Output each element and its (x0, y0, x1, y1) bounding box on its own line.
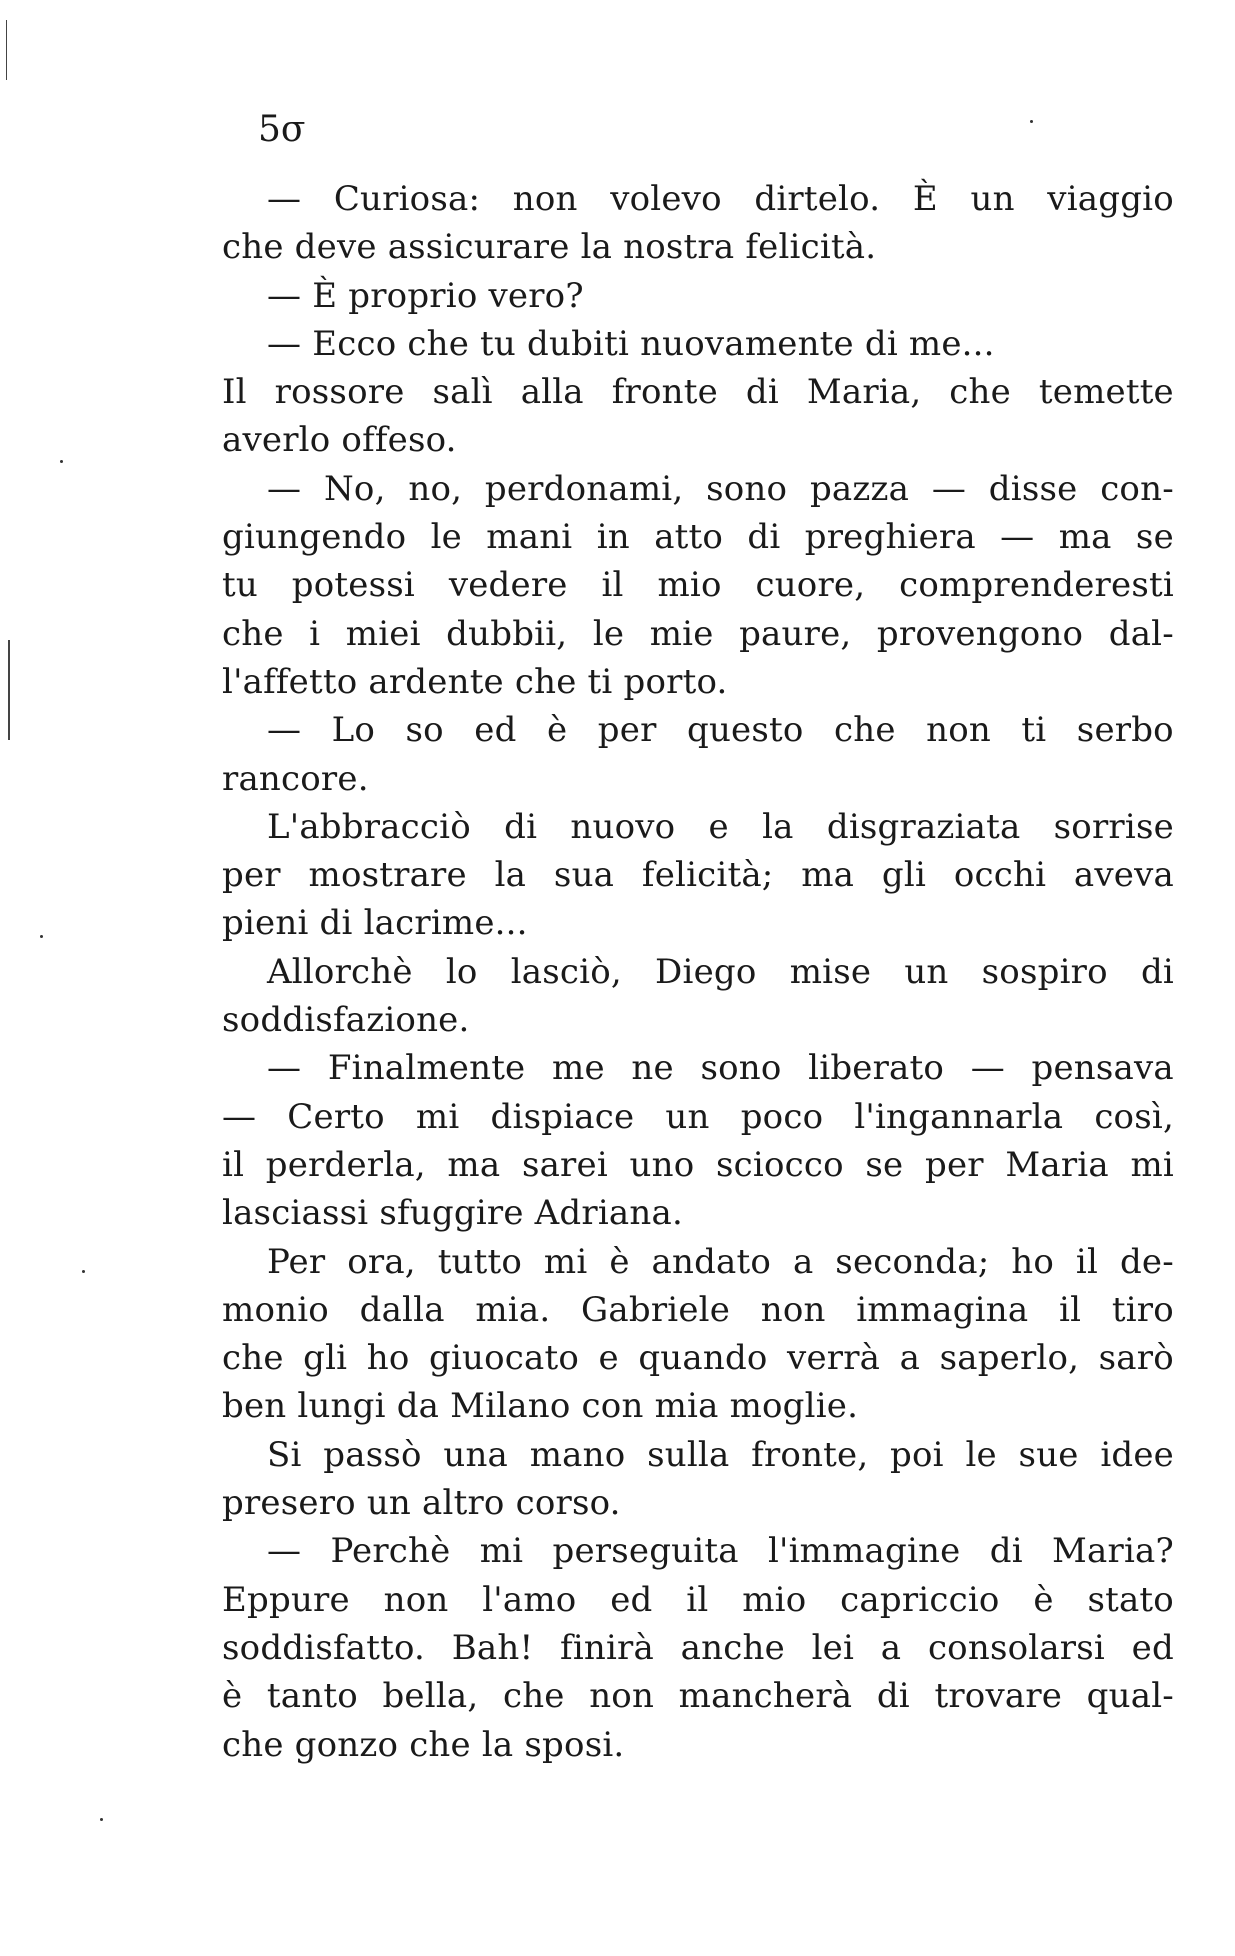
word: mancherà (678, 1676, 853, 1717)
word: di (989, 1531, 1023, 1572)
word: pazza (809, 468, 910, 509)
word: dal- (1108, 613, 1174, 654)
word: mi (543, 1241, 588, 1282)
word: di (747, 517, 781, 558)
scan-speck (1030, 120, 1033, 123)
word: lo (445, 951, 478, 992)
word: il (686, 1579, 709, 1620)
word: — (931, 468, 967, 509)
word: trovare (934, 1676, 1063, 1717)
text-line (222, 1576, 1174, 1624)
word: ma (801, 855, 855, 896)
word: tanto (266, 1676, 358, 1717)
scan-speck (60, 460, 63, 463)
word: che (949, 372, 1011, 413)
word: sulla (647, 1434, 730, 1475)
word: monio (222, 1289, 329, 1330)
word: salì (432, 372, 493, 413)
word: un (665, 1096, 710, 1137)
word: per (925, 1144, 984, 1185)
text-line (222, 899, 1174, 947)
word: idee (1100, 1434, 1174, 1475)
scan-speck (40, 935, 43, 938)
word: temette (1038, 372, 1174, 413)
text-line (222, 706, 1174, 754)
text-line (222, 1334, 1174, 1382)
line-text: lasciassi sfuggire Adriana. (222, 1193, 683, 1234)
word: Certo (287, 1096, 385, 1137)
word: L'abbracciò (267, 806, 471, 847)
word: serbo (1076, 710, 1174, 751)
word: seconda; (835, 1241, 990, 1282)
word: mi (479, 1531, 524, 1572)
word: atto (654, 517, 724, 558)
word: finirà (560, 1627, 654, 1668)
word: le (430, 517, 462, 558)
line-text: pieni di lacrime... (222, 903, 528, 944)
word: ora, (347, 1241, 416, 1282)
word: Curiosa: (333, 179, 481, 219)
line-text: che gonzo che la sposi. (222, 1724, 625, 1765)
word: dispiace (490, 1096, 635, 1137)
word: perseguita (552, 1531, 739, 1572)
word: dubbii, (446, 613, 568, 654)
word: capriccio (840, 1579, 1000, 1620)
word: giuocato (428, 1338, 580, 1379)
line-text: presero un altro corso. (222, 1483, 621, 1524)
word: — (267, 1531, 302, 1572)
word: aveva (1073, 855, 1174, 896)
text-line (222, 320, 1174, 368)
text-line (222, 1527, 1174, 1575)
text-line (222, 513, 1174, 561)
line-text: — È proprio vero? (267, 275, 584, 316)
word: ed (1131, 1627, 1174, 1668)
word: Per (267, 1241, 326, 1282)
word: verrà (787, 1338, 881, 1379)
word: so (405, 710, 444, 751)
word: Eppure (222, 1579, 350, 1620)
word: ma (1058, 517, 1112, 558)
word: cuore, (755, 565, 866, 606)
word: — (267, 1048, 302, 1089)
word: Perchè (330, 1531, 451, 1572)
body-text (222, 175, 1174, 1769)
word: rossore (274, 372, 405, 413)
word: — (267, 468, 302, 509)
text-line (222, 803, 1174, 851)
scan-edge-mark (6, 20, 7, 80)
word: disgraziata (826, 806, 1021, 847)
word: sarò (1098, 1338, 1174, 1379)
word: l'immagine (767, 1531, 961, 1572)
word: un (904, 951, 949, 992)
word: di (1140, 951, 1174, 992)
text-line (222, 1189, 1174, 1237)
word: uno (629, 1144, 695, 1185)
word: — (222, 1096, 257, 1137)
word: fronte (611, 372, 718, 413)
word: saperlo, (939, 1338, 1080, 1379)
word: sue (1018, 1434, 1079, 1475)
word: sono (706, 468, 788, 509)
word: Il (222, 372, 247, 413)
text-line (222, 948, 1174, 996)
word: disse (988, 468, 1078, 509)
word: Gabriele (581, 1289, 731, 1330)
line-text: ben lungi da Milano con mia moglie. (222, 1386, 859, 1427)
word: la (494, 855, 527, 896)
word: mie (649, 613, 714, 654)
word: perdonami, (484, 468, 684, 509)
word: non (512, 179, 578, 219)
word: Diego (655, 951, 757, 992)
text-line (222, 1672, 1174, 1720)
word: occhi (953, 855, 1047, 896)
word: non (383, 1579, 449, 1620)
word: Maria, (806, 372, 922, 413)
word: soddisfatto. (222, 1627, 426, 1668)
scan-speck (82, 1270, 85, 1273)
word: mi (415, 1096, 460, 1137)
word: sarei (521, 1144, 608, 1185)
word: dirtelo. (754, 179, 881, 219)
text-line (222, 851, 1174, 899)
word: quando (638, 1338, 768, 1379)
text-line (222, 610, 1174, 658)
word: e (708, 806, 729, 847)
word: Si (267, 1434, 302, 1475)
word: che (502, 1676, 565, 1717)
word: passò (323, 1434, 422, 1475)
word: se (1135, 517, 1174, 558)
text-line (222, 465, 1174, 513)
word: non (760, 1289, 826, 1330)
word: a (899, 1338, 921, 1379)
word: ne (631, 1048, 674, 1089)
word: non (589, 1676, 655, 1717)
word: il (1059, 1289, 1082, 1330)
word: ed (610, 1579, 653, 1620)
text-line (222, 658, 1174, 706)
word: stato (1087, 1579, 1174, 1620)
word: il (222, 1144, 245, 1185)
word: bella, (382, 1676, 479, 1717)
word: ti (1021, 710, 1047, 751)
word: andato (651, 1241, 772, 1282)
word: Lo (331, 710, 376, 751)
word: dalla (359, 1289, 445, 1330)
word: le (592, 613, 625, 654)
word: felicità; (641, 855, 774, 896)
word: giungendo (222, 517, 407, 558)
word: anche (680, 1627, 785, 1668)
word: l'amo (482, 1579, 577, 1620)
word: il (1075, 1241, 1099, 1282)
word: mi (1130, 1144, 1174, 1185)
word: tiro (1111, 1289, 1174, 1330)
text-line (222, 561, 1174, 609)
word: nuovo (570, 806, 676, 847)
word: mio (657, 565, 722, 606)
word: — (1000, 517, 1035, 558)
word: la (762, 806, 794, 847)
text-line (222, 1479, 1174, 1527)
text-line (222, 368, 1174, 416)
text-line (222, 175, 1174, 223)
word: mia. (475, 1289, 551, 1330)
word: lasciò, (510, 951, 622, 992)
word: Allorchè (267, 951, 413, 992)
word: — (970, 1048, 1005, 1089)
word: perderla, (265, 1144, 426, 1185)
word: in (596, 517, 630, 558)
text-line (222, 1382, 1174, 1430)
text-line (222, 755, 1174, 803)
word: di (876, 1676, 910, 1717)
word: è (222, 1676, 243, 1717)
word: sorrise (1053, 806, 1174, 847)
text-line (222, 1721, 1174, 1769)
word: fronte, (751, 1434, 869, 1475)
word: alla (520, 372, 584, 413)
line-text: soddisfazione. (222, 1000, 470, 1041)
word: Finalmente (327, 1048, 526, 1089)
scan-speck (100, 1818, 103, 1821)
word: ma (447, 1144, 501, 1185)
word: immagina (856, 1289, 1029, 1330)
word: è (1033, 1579, 1054, 1620)
scan-edge-mark (8, 640, 10, 740)
word: È (912, 179, 938, 219)
word: mostrare (308, 855, 467, 896)
word: i (309, 613, 321, 654)
text-line (222, 416, 1174, 464)
word: de- (1119, 1241, 1174, 1282)
word: volevo (610, 179, 722, 219)
text-line (222, 1624, 1174, 1672)
word: le (965, 1434, 997, 1475)
word: potessi (291, 565, 415, 606)
word: consolarsi (927, 1627, 1105, 1668)
word: lei (811, 1627, 855, 1668)
line-text: averlo offeso. (222, 420, 457, 461)
word: comprenderesti (899, 565, 1174, 606)
word: Bah! (451, 1627, 534, 1668)
word: ho (366, 1338, 410, 1379)
word: Maria? (1052, 1531, 1174, 1572)
word: mio (742, 1579, 807, 1620)
word: per (597, 710, 657, 751)
word: mano (529, 1434, 626, 1475)
word: che (834, 710, 896, 751)
word: provengono (876, 613, 1084, 654)
text-line (222, 1286, 1174, 1334)
word: Maria (1005, 1144, 1109, 1185)
word: miei (345, 613, 421, 654)
text-line (222, 1093, 1174, 1141)
word: mise (789, 951, 872, 992)
word: per (222, 855, 281, 896)
word: viaggio (1047, 179, 1174, 219)
word: ed (474, 710, 517, 751)
text-line (222, 1238, 1174, 1286)
word: è (609, 1241, 630, 1282)
word: sua (553, 855, 615, 896)
word: tu (222, 565, 258, 606)
text-line (222, 272, 1174, 320)
word: — (267, 179, 302, 219)
word: ho (1011, 1241, 1055, 1282)
line-text: che deve assicurare la nostra felicità. (222, 227, 877, 268)
word: una (443, 1434, 509, 1475)
word: e (598, 1338, 619, 1379)
word: di (504, 806, 538, 847)
word: vedere (448, 565, 568, 606)
word: gli (881, 855, 927, 896)
word: — (267, 710, 302, 751)
word: poco (740, 1096, 824, 1137)
word: così, (1094, 1096, 1174, 1137)
text-line (222, 1044, 1174, 1092)
word: un (970, 179, 1015, 219)
word: con- (1100, 468, 1174, 509)
word: preghiera (804, 517, 976, 558)
text-line (222, 223, 1174, 271)
word: questo (686, 710, 804, 751)
word: me (552, 1048, 605, 1089)
word: non (926, 710, 991, 751)
line-text: rancore. (222, 758, 369, 799)
text-line (222, 996, 1174, 1044)
word: poi (890, 1434, 944, 1475)
page-number: 5σ (258, 109, 306, 150)
word: qual- (1086, 1676, 1174, 1717)
word: gli (303, 1338, 348, 1379)
word: sospiro (981, 951, 1108, 992)
word: pensava (1031, 1048, 1174, 1089)
word: sciocco (716, 1144, 844, 1185)
word: tutto (437, 1241, 523, 1282)
word: se (865, 1144, 904, 1185)
line-text: l'affetto ardente che ti porto. (222, 661, 728, 702)
word: a (880, 1627, 902, 1668)
word: di (745, 372, 779, 413)
word: liberato (808, 1048, 945, 1089)
text-line (222, 1141, 1174, 1189)
word: che (222, 1338, 284, 1379)
word: sono (700, 1048, 782, 1089)
word: l'ingannarla (854, 1096, 1064, 1137)
word: mani (486, 517, 573, 558)
word: No, (323, 468, 386, 509)
word: a (792, 1241, 814, 1282)
word: il (601, 565, 624, 606)
word: è (547, 710, 568, 751)
word: paure, (739, 613, 852, 654)
word: che (222, 613, 284, 654)
line-text: — Ecco che tu dubiti nuovamente di me... (267, 323, 995, 364)
text-line (222, 1431, 1174, 1479)
word: no, (408, 468, 463, 509)
